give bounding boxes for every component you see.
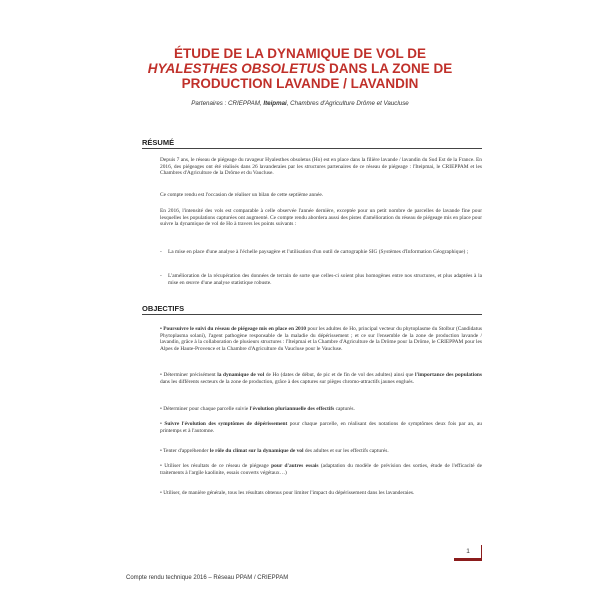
objective-2-mid: de Ho (dates de début, de pic et de fin de vol des adultes) ainsi que <box>264 372 416 378</box>
resume-paragraph-1: Depuis 7 ans, le réseau de piégeage du ravageur Hyalesthes obsoletus (Ho) est en place dans la filière lavande / lavandin du Sud Est de la France. En 2016, des piégeages ont été réalisés dans 26 lavanderaies par les structures partenaires de ce réseau de piégeage : l'Iteipmai, le CRIEPPAM et les Chambres d'Agriculture de la Drôme et du Vaucluse. <box>160 157 482 177</box>
objective-3-rest: capturés. <box>334 406 355 412</box>
objective-4-pre: • <box>160 421 165 427</box>
resume-list-item-2: L'amélioration de la récupération des données de terrain de sorte que celles-ci soient plus homogènes entre nos structures, et plus adaptées à la mise en œuvre d'une analyse statistique robuste. <box>168 273 482 286</box>
objective-6 <box>160 463 482 476</box>
partners-line <box>120 100 480 107</box>
title-line-1: ÉTUDE DE LA DYNAMIQUE DE VOL DE <box>173 46 427 61</box>
objective-2-pre: • Déterminer précisément <box>160 372 218 378</box>
objective-5 <box>160 448 482 455</box>
objective-3 <box>160 406 482 413</box>
objective-7: • Utiliser, de manière générale, tous les résultats obtenus pour limiter l'impact du dépérissement dans les lavanderaies. <box>160 490 415 496</box>
objective-1-text: pour les adultes de Ho, principal vecteur du phytoplasme du Stolbur (Candidatus Phytoplasma solani), l'agent pathogène responsable de la maladie du dépérissement ; et ce sur l'ensemble de la zone de production lavande / lavandin, grâce à la collaboration de plusieurs structures : l'Iteipmai et la Chambre d'Agriculture de la Drôme pour la Drôme, le CRIEPPAM pour les Alpes de Haute-Provence et la Chambre d'Agriculture du Vaucluse pour le Vaucluse. <box>160 326 482 352</box>
resume-paragraph-2: Ce compte rendu est l'occasion de réaliser un bilan de cette septième année. <box>160 192 324 198</box>
objective-6-rest: (adaptation du modèle de prévision des sorties, étude de l'efficacité de traitements à l'argile kaolinite, essais couverts végétaux…) <box>160 463 482 476</box>
document-title <box>140 46 460 91</box>
objective-2-rest: dans les différents secteurs de la zone de production, grâce à des captures sur pièges chromo-attractifs jaunes englués. <box>160 378 414 385</box>
partners-prefix: Partenaires : CRIEPPAM, <box>191 100 264 107</box>
objective-2 <box>160 372 482 385</box>
objective-5-rest: des adultes et sur les effectifs capturés. <box>303 448 389 454</box>
objective-3-bold: l'évolution pluriannuelle des effectifs <box>249 406 335 412</box>
objective-1 <box>160 326 482 352</box>
objective-4-bold: Suivre l'évolution des symptômes de dépérissement <box>164 421 288 427</box>
list-dash: - <box>160 249 162 255</box>
title-line-3: PRODUCTION LAVANDE / LAVANDIN <box>181 76 419 91</box>
footer-text: Compte rendu technique 2016 – Réseau PPAM / CRIEPPAM <box>126 575 289 581</box>
list-dash: - <box>160 273 162 279</box>
objective-3-pre: • Déterminer pour chaque parcelle suivie <box>160 406 250 412</box>
title-line-2 <box>140 61 460 76</box>
partners-suffix: , Chambres d'Agriculture Drôme et Vaucluse <box>286 100 409 107</box>
partners-bold: Iteipmai <box>263 100 287 107</box>
resume-paragraph-3: En 2016, l'intensité des vols est comparable à celle observée l'année dernière, exceptée pour un petit nombre de parcelles de lavande fine pour lesquelles les populations capturées ont augmenté. Ce compte rendu abordera aussi des pistes d'amélioration du réseau de piégeage mis en place pour suivre la dynamique de vol de Ho à travers les points suivants : <box>160 208 482 228</box>
page-number: 1 <box>466 548 470 555</box>
section-heading-resume: RÉSUMÉ <box>142 138 482 149</box>
title-species: HYALESTHES OBSOLETUS <box>147 61 326 76</box>
page-number-underline <box>454 558 482 561</box>
objective-4-rest: pour chaque parcelle, en réalisant des notations de symptômes deux fois par an, au printemps et à l'automne. <box>160 421 482 434</box>
objective-2-bold: la dynamique de vol <box>217 372 265 378</box>
resume-list-item-1: La mise en place d'une analyse à l'échelle paysagère et l'utilisation d'un outil de cartographie SIG (Systèmes d'Information Géographique) ; <box>168 249 469 255</box>
objective-6-bold: pour d'autres essais <box>271 463 319 469</box>
objective-2-bold-2: l'importance des populations <box>415 372 483 378</box>
page-number-side-rule <box>481 545 482 561</box>
section-heading-objectifs: OBJECTIFS <box>142 304 482 315</box>
objective-5-pre: • Tenter d'appréhender <box>160 448 210 454</box>
objective-5-bold: le rôle du climat sur la dynamique de vol <box>209 448 304 454</box>
objective-4 <box>160 421 482 434</box>
objective-6-pre: • Utiliser les résultats de ce réseau de piégeage <box>160 463 272 469</box>
objective-1-bold: • Poursuivre le suivi du réseau de piégeage mis en place en 2010 <box>160 326 307 332</box>
title-line-2-rest: DANS LA ZONE DE <box>325 61 453 76</box>
